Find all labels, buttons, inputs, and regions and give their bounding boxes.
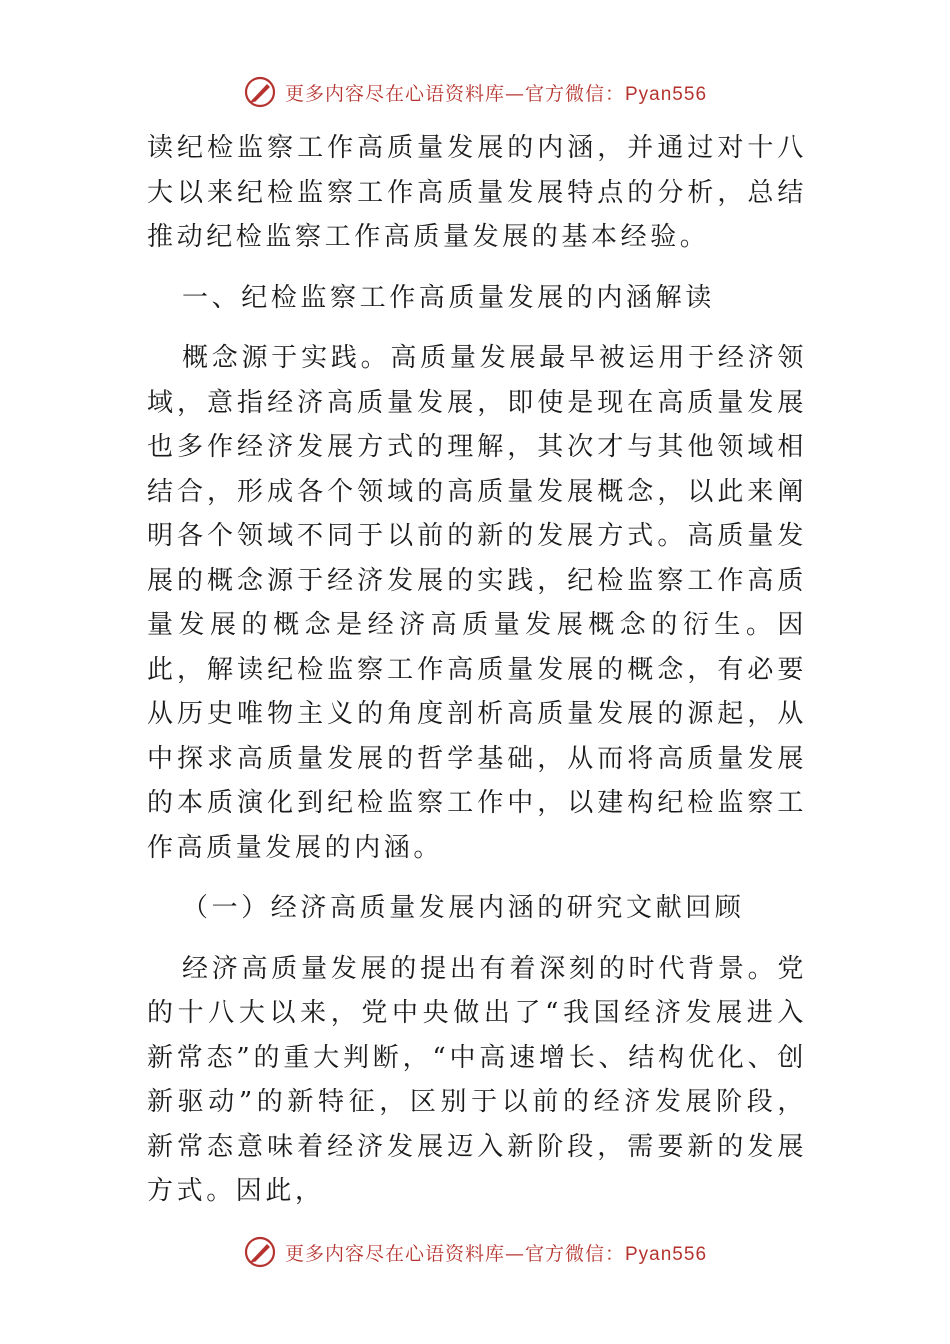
watermark-banner-top xyxy=(0,72,950,112)
paragraph-background: 经济高质量发展的提出有着深刻的时代背景。党的十八大以来，党中央做出了“我国经济发展进入新常态”的重大判断，“中高速增长、结构优化、创新驱动”的新特征，区别于以前的经济发展阶段，新常态意味着经济发展迈入新阶段，需要新的发展方式。因此， xyxy=(147,953,807,1206)
pen-logo-icon xyxy=(243,75,277,109)
watermark-account: Pyan556 xyxy=(625,83,708,105)
watermark-text: 更多内容尽在心语资料库—官方微信：Pyan556 xyxy=(284,82,708,105)
pen-logo-icon xyxy=(243,1235,277,1269)
watermark-account: Pyan556 xyxy=(625,1243,708,1265)
watermark-banner-bottom xyxy=(0,1232,950,1272)
paragraph-intro-continuation: 读纪检监察工作高质量发展的内涵，并通过对十八大以来纪检监察工作高质量发展特点的分析，总结推动纪检监察工作高质量发展的基本经验。 xyxy=(147,133,807,252)
subsection-heading-1: （一）经济高质量发展内涵的研究文献回顾 xyxy=(182,893,745,923)
section-heading-1: 一、纪检监察工作高质量发展的内涵解读 xyxy=(182,282,715,313)
watermark-text: 更多内容尽在心语资料库—官方微信：Pyan556 xyxy=(284,1242,708,1265)
document-body xyxy=(147,126,807,1214)
paragraph-concept: 概念源于实践。高质量发展最早被运用于经济领域，意指经济高质量发展，即使是现在高质量发展也多作经济发展方式的理解，其次才与其他领域相结合，形成各个领域的高质量发展概念，以此来阐明各个领域不同于以前的新的发展方式。高质量发展的概念源于经济发展的实践，纪检监察工作高质量发展的概念是经济高质量发展概念的衍生。因此，解读纪检监察工作高质量发展的概念，有必要从历史唯物主义的角度剖析高质量发展的源起，从中探求高质量发展的哲学基础，从而将高质量发展的本质演化到纪检监察工作中，以建构纪检监察工作高质量发展的内涵。 xyxy=(147,343,807,863)
